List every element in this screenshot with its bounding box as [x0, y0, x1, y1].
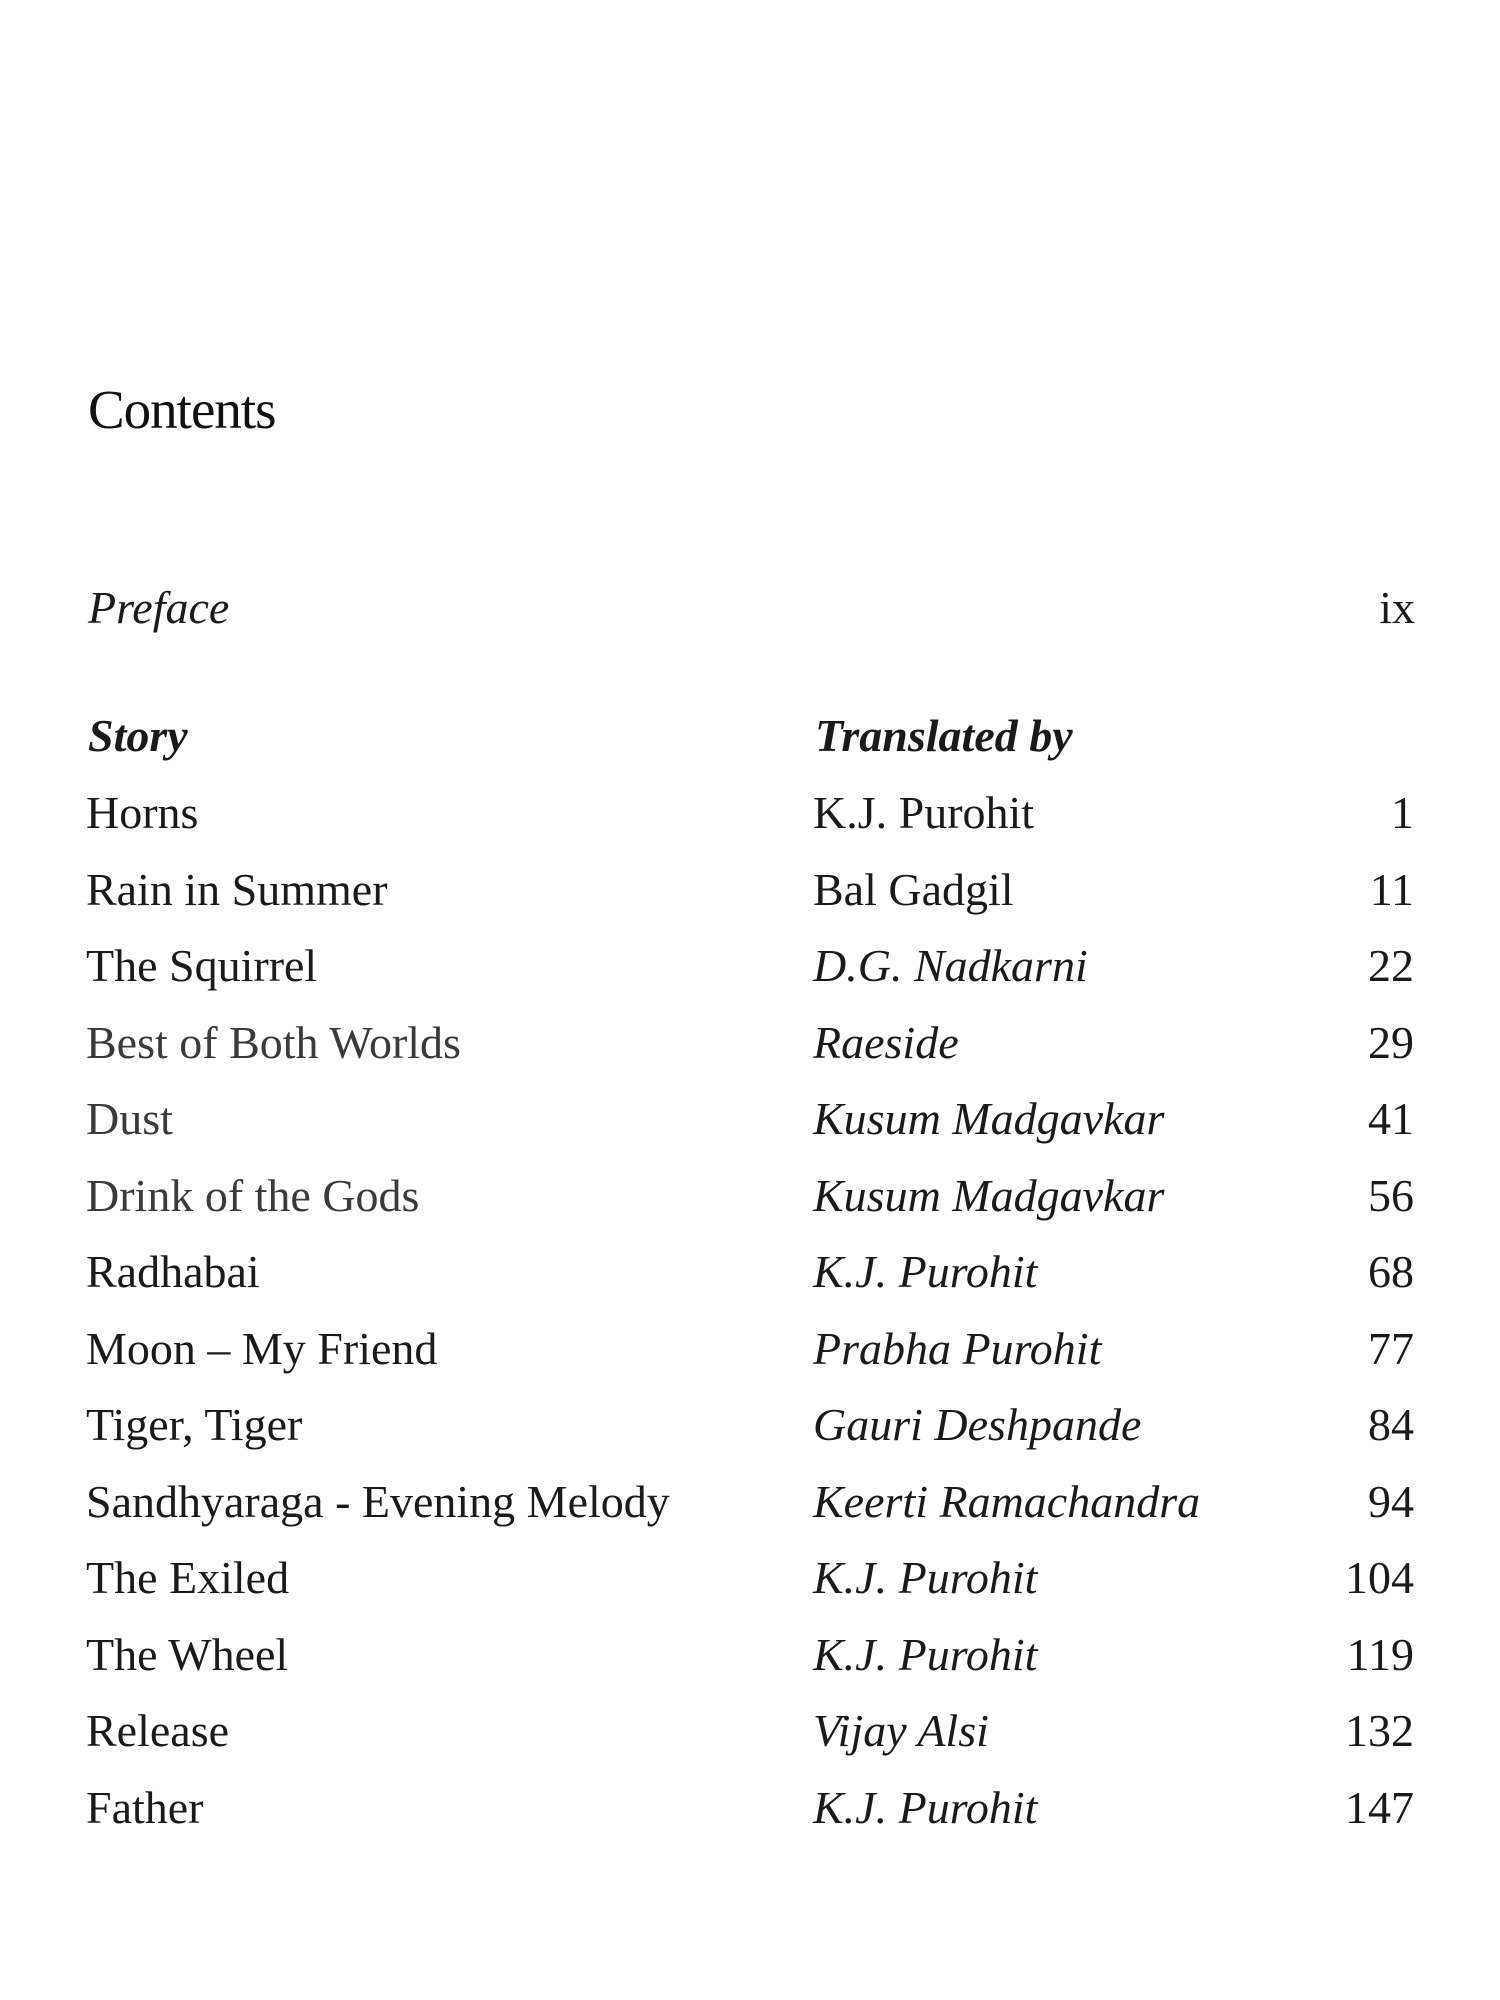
page-number: 94: [1368, 1475, 1414, 1527]
translator-name: K.J. Purohit: [813, 1781, 1038, 1833]
toc-entry-the-wheel: [0, 1628, 1500, 1709]
page-number: 11: [1369, 863, 1414, 915]
translator-name: Bal Gadgil: [813, 863, 1014, 915]
story-title: The Wheel: [86, 1628, 289, 1680]
page-number: 132: [1345, 1705, 1414, 1756]
story-title: Rain in Summer: [86, 863, 388, 915]
page-number: 29: [1368, 1016, 1414, 1068]
page-number: 119: [1346, 1628, 1414, 1680]
story-title: Radhabai: [86, 1246, 260, 1297]
story-title: Moon – My Friend: [86, 1322, 438, 1374]
contents-list: [0, 787, 1500, 1861]
translator-name: Vijay Alsi: [813, 1705, 989, 1756]
toc-entry-drink-of-the-gods: [0, 1169, 1500, 1250]
toc-entry-dust: [0, 1093, 1500, 1173]
page-number: 84: [1368, 1399, 1414, 1450]
toc-entry-horns: [0, 787, 1500, 867]
story-column-header: Story: [88, 710, 188, 761]
story-title: Horns: [86, 787, 199, 838]
page-number: 41: [1368, 1093, 1414, 1144]
toc-entry-the-squirrel: [0, 940, 1500, 1020]
toc-entry-release: [0, 1705, 1500, 1785]
page-number: 68: [1368, 1246, 1414, 1297]
toc-entry-tiger-tiger: [0, 1399, 1500, 1479]
page-number: 56: [1368, 1169, 1414, 1221]
translator-name: Kusum Madgavkar: [813, 1169, 1165, 1221]
story-title: Release: [86, 1705, 230, 1756]
story-title: The Squirrel: [86, 940, 318, 991]
page-number: 147: [1345, 1781, 1414, 1833]
translator-name: Keerti Ramachandra: [813, 1475, 1201, 1527]
translator-name: Prabha Purohit: [813, 1322, 1102, 1374]
story-title: Best of Both Worlds: [86, 1016, 461, 1068]
story-title: Sandhyaraga - Evening Melody: [86, 1475, 670, 1527]
story-title: Dust: [86, 1093, 173, 1144]
page-title: Contents: [88, 378, 276, 440]
preface-label: Preface: [88, 582, 230, 633]
toc-entry-father: [0, 1781, 1500, 1862]
toc-entry-best-of-both-worlds: [0, 1016, 1500, 1097]
translator-name: Raeside: [813, 1016, 959, 1068]
translator-name: D.G. Nadkarni: [813, 940, 1088, 991]
story-title: Father: [86, 1781, 204, 1833]
toc-entry-rain-in-summer: [0, 863, 1500, 944]
translator-name: K.J. Purohit: [813, 1552, 1038, 1603]
page-number: 1: [1391, 787, 1414, 838]
toc-entry-radhabai: [0, 1246, 1500, 1326]
story-title: The Exiled: [86, 1552, 290, 1603]
page-number: 22: [1368, 940, 1414, 991]
story-title: Tiger, Tiger: [86, 1399, 303, 1450]
story-title: Drink of the Gods: [86, 1169, 420, 1221]
translator-name: K.J. Purohit: [813, 1628, 1038, 1680]
page-number: 77: [1368, 1322, 1414, 1374]
translator-name: K.J. Purohit: [813, 787, 1035, 838]
toc-entry-the-exiled: [0, 1552, 1500, 1632]
translator-name: Gauri Deshpande: [813, 1399, 1142, 1450]
translator-name: K.J. Purohit: [813, 1246, 1038, 1297]
translator-column-header: Translated by: [815, 710, 1073, 761]
page-number: 104: [1345, 1552, 1414, 1603]
toc-entry-sandhyaraga: [0, 1475, 1500, 1556]
translator-name: Kusum Madgavkar: [813, 1093, 1165, 1144]
toc-entry-moon-my-friend: [0, 1322, 1500, 1403]
preface-page-number: ix: [1379, 582, 1415, 633]
